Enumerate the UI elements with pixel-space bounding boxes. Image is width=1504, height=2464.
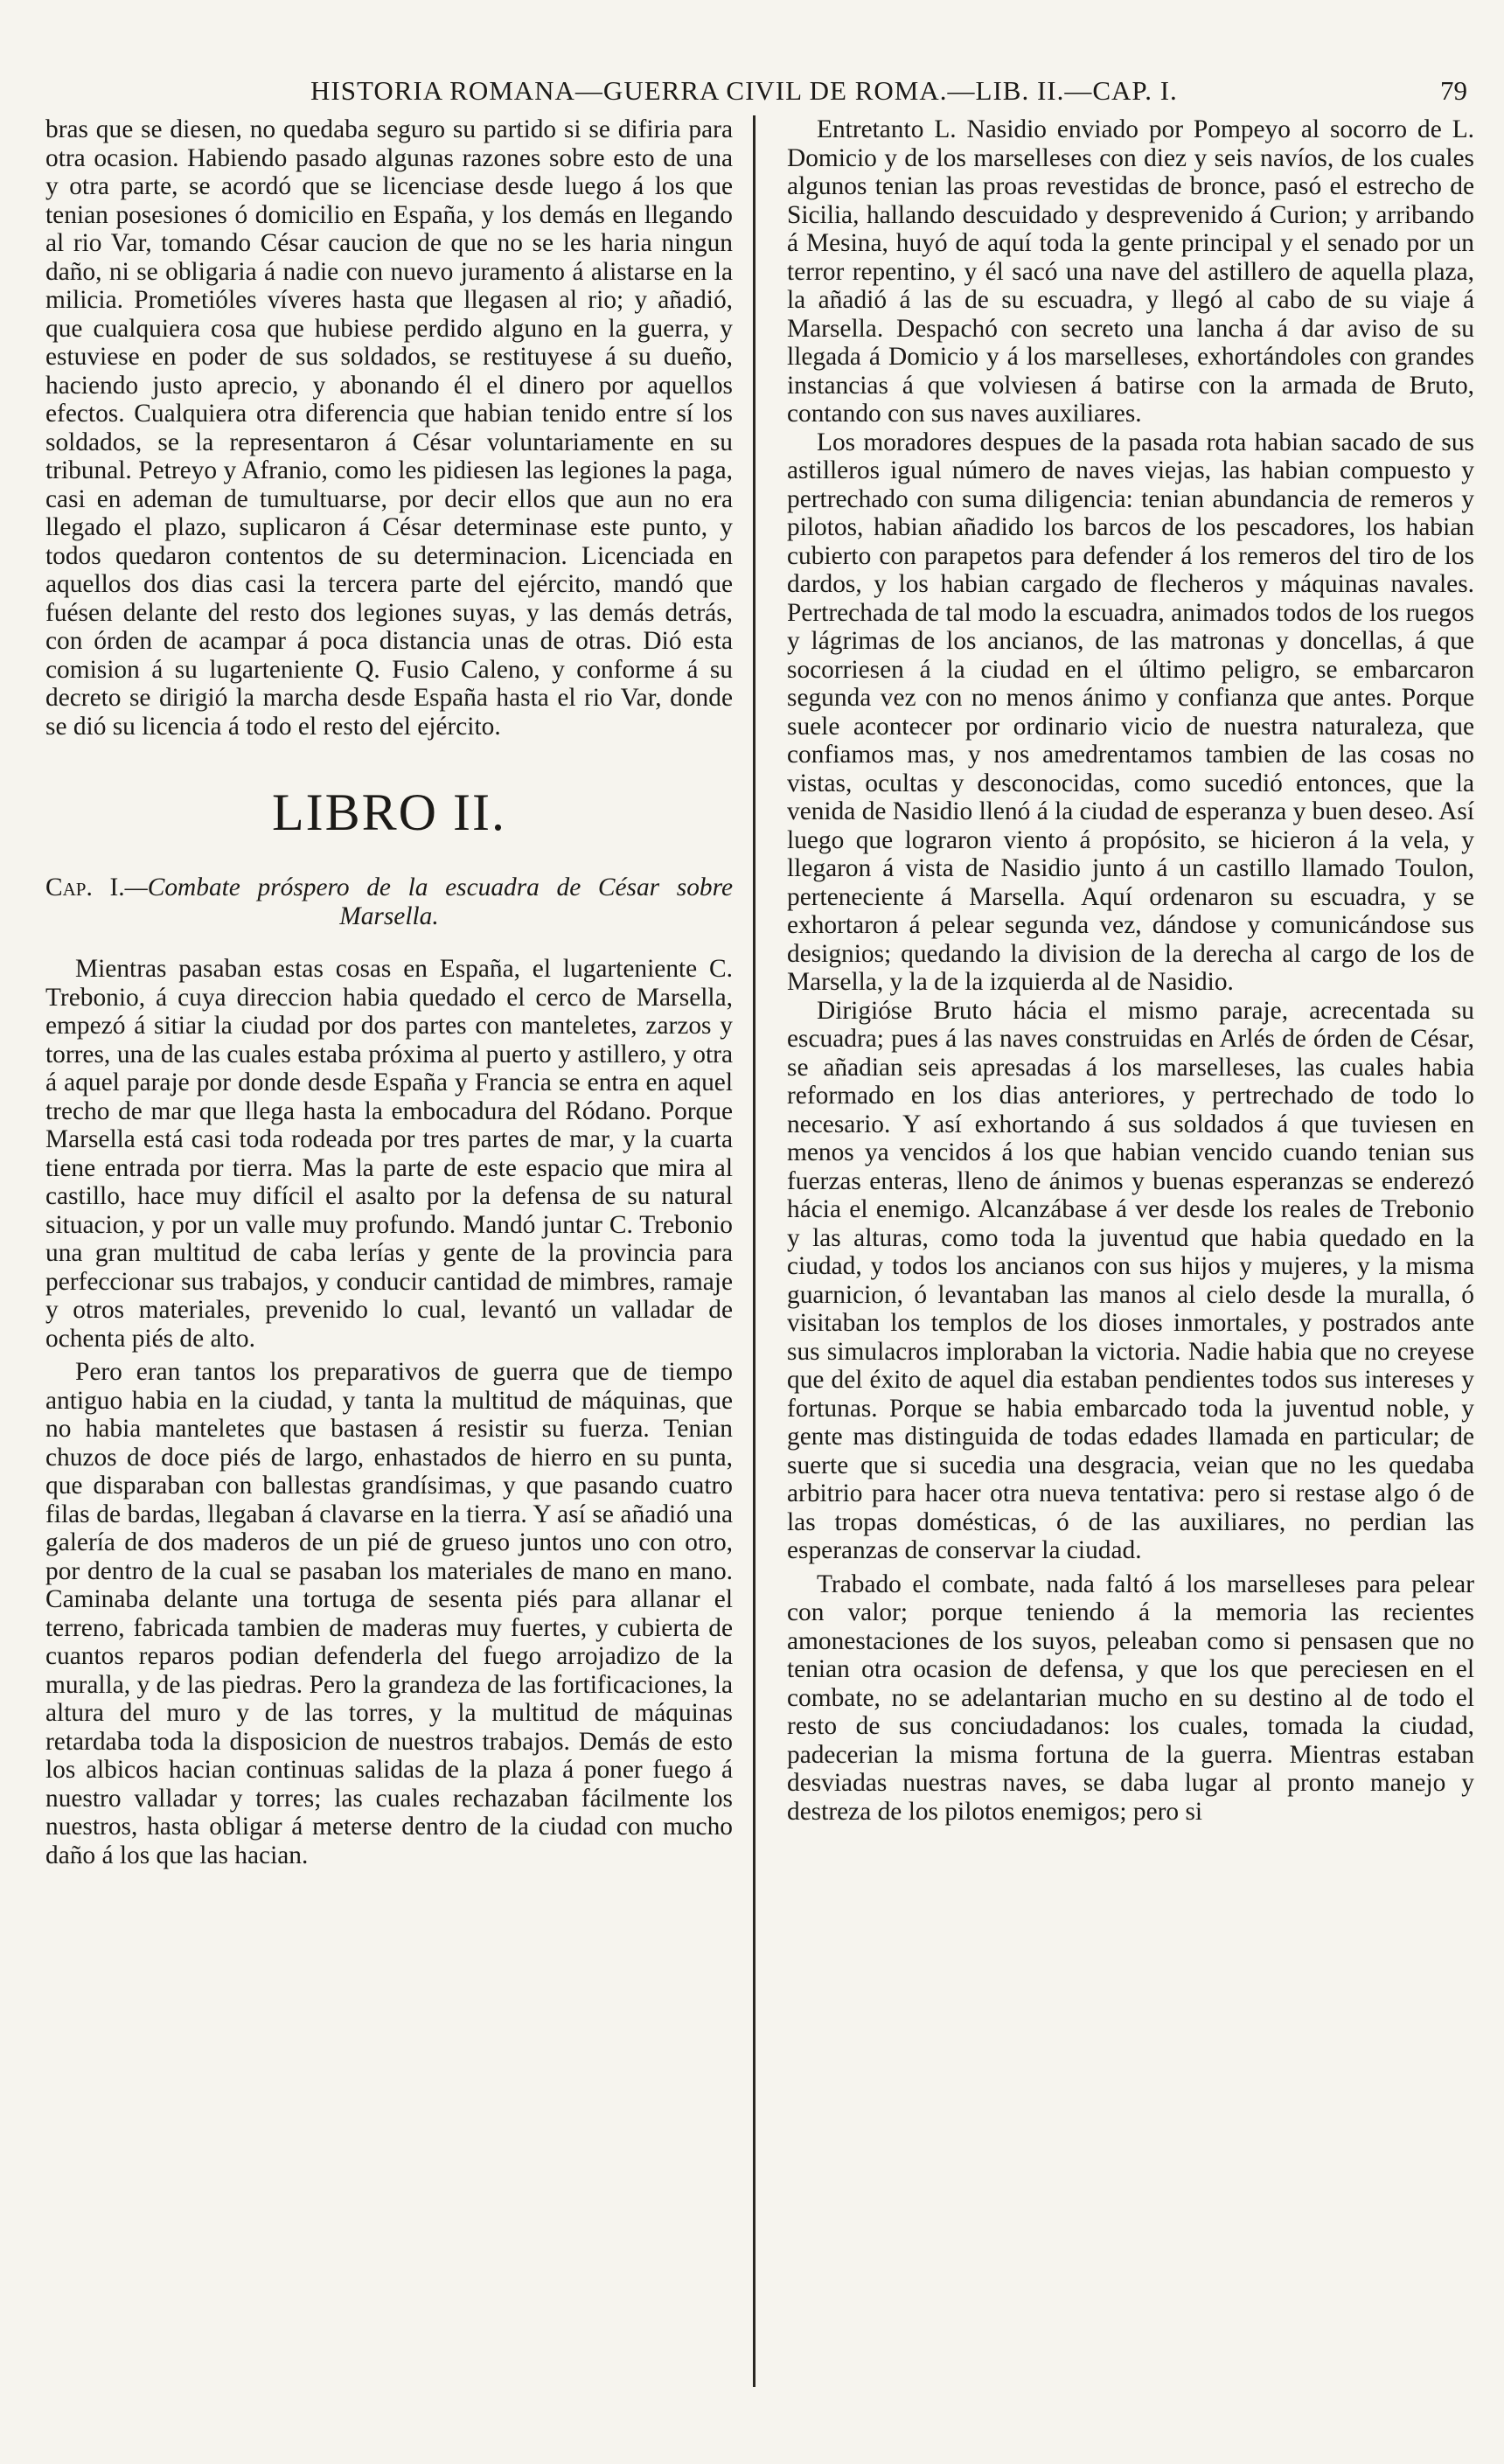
left-paragraph-2: Mientras pasaban estas cosas en España, el lugarteniente C. Trebonio, á cuya direccion habia quedado el cerco de Marsella, empezó á sitiar la ciudad por dos partes con manteletes, zarzos y torres, una de las cuales estaba próxima al puerto y astillero, y otra á aquel paraje por donde desde España y Francia se entra en aquel trecho de mar que llega hasta la embocadura del Ródano. Porque Marsella está casi toda rodeada por tres partes de mar, y la cuarta tiene entrada por tierra. Mas la parte de este espacio que mira al castillo, hace muy difícil el asalto por la defensa de su natural situacion, y por un valle muy profundo. Mandó juntar C. Trebonio una gran multitud de caba lerías y gente de la provincia para perfeccionar sus trabajos, y conducir cantidad de mimbres, ramaje y otros materiales, prevenido lo cual, levantó un valladar de ochenta piés de alto.	[45, 955, 733, 1353]
left-column	[45, 115, 733, 1869]
column-divider	[753, 115, 755, 2387]
chapter-heading	[45, 874, 733, 930]
right-paragraph-4: Trabado el combate, nada faltó á los marselleses para pelear con valor; porque teniendo á la memoria las recientes amonestaciones de los suyos, peleaban como si pensasen que no tenian otra ocasion de defensa, y que los que pereciesen en el combate, no se adelantarian mucho en su destino al de todo el resto de sus conciudadanos: los cuales, tomada la ciudad, padecerian la misma fortuna de la guerra. Mientras estaban desviadas nuestras naves, se daba lugar al pronto manejo y destreza de los pilotos enemigos; pero si	[787, 1570, 1474, 1826]
left-paragraph-1: bras que se diesen, no quedaba seguro su partido si se difiria para otra ocasion. Habiendo pasado algunas razones sobre esto de una y otra parte, se acordó que se licenciase desde luego á los que tenian posesiones ó domicilio en España, y los demás en llegando al rio Var, tomando César caucion de que no se les haria ningun daño, ni se obligaria á nadie con nuevo juramento á alistarse en la milicia. Prometióles víveres hasta que llegasen al rio; y añadió, que cualquiera cosa que hubiese perdido alguno en la guerra, y estuviese en poder de sus soldados, se restituyese á su dueño, haciendo justo aprecio, y abonando él el dinero por aquellos efectos. Cualquiera otra diferencia que habian tenido entre sí los soldados, se la representaron á César voluntariamente en su tribunal. Petreyo y Afranio, como les pidiesen las legiones la paga, casi en ademan de tumultuarse, por decir ellos que aun no era llegado el plazo, suplicaron á César determinase este punto, y todos quedaron contentos de su determinacion. Licenciada en aquellos dos dias casi la tercera parte del ejército, mandó que fuésen delante del resto dos legiones suyas, y las demás detrás, con órden de acampar á poca distancia unas de otras. Dió esta comision á su lugarteniente Q. Fusio Caleno, y conforme á su decreto se dirigió la marcha desde España hasta el rio Var, donde se dió su licencia á todo el resto del ejército.	[45, 115, 733, 741]
right-paragraph-3: Dirigióse Bruto hácia el mismo paraje, acrecentada su escuadra; pues á las naves construidas en Arlés de órden de César, se añadian seis apresadas á los marselleses, las cuales habia reformado en los dias anteriores, y pertrechado de todo lo necesario. Y así exhortando á sus soldados á que tuviesen en menos ya vencidos á los que habian vencido cuando tenian sus fuerzas enteras, lleno de ánimos y buenas esperanzas se enderezó hácia el enemigo. Alcanzábase á ver desde los reales de Trebonio y las alturas, como toda la juventud que habia quedado en la ciudad, y todos los ancianos con sus hijos y mujeres, y la misma guarnicion, ó levantaban las manos al cielo desde la muralla, ó visitaban los templos de los dioses inmortales, y postrados ante sus simulacros imploraban la victoria. Nadie habia que no creyese que del éxito de aquel dia estaban pendientes todos sus intereses y fortunas. Porque se habia embarcado toda la juventud noble, y gente mas distinguida de todas edades llamada en particular; de suerte que si sucedia una desgracia, veian que no les quedaba arbitrio para hacer otra nueva tentativa: pero si restase algo ó de las tropas domésticas, ó de las auxiliares, no perdian las esperanzas de conservar la ciudad.	[787, 996, 1474, 1564]
chapter-heading-line-1	[45, 874, 733, 902]
chapter-title-part-1: —Combate próspero de la escuadra de César sobre	[124, 874, 733, 901]
book-title: LIBRO II.	[272, 783, 506, 841]
right-column	[787, 115, 1474, 1826]
chapter-title-part-2: Marsella.	[339, 901, 439, 930]
page-number: 79	[1440, 75, 1467, 106]
right-paragraph-1: Entretanto L. Nasidio enviado por Pompeyo al socorro de L. Domicio y de los marselleses con diez y seis navíos, de los cuales algunos tenian las proas revestidas de bronce, pasó el estrecho de Sicilia, hallando descuidado y desprevenido á Curion; y arribando á Mesina, huyó de aquí toda la gente principal y el senado por un terror repentino, y él sacó una nave del astillero de aquella plaza, la añadió á las de su escuadra, y llegó al cabo de su viaje á Marsella. Despachó con secreto una lancha á dar aviso de su llegada á Domicio y á los marselleses, exhortándoles con grandes instancias á que volviesen á batirse con la armada de Bruto, contando con sus naves auxiliares.	[787, 115, 1474, 428]
right-paragraph-2: Los moradores despues de la pasada rota habian sacado de sus astilleros igual número de naves viejas, las habian compuesto y pertrechado con suma diligencia: tenian abundancia de remeros y pilotos, habian añadido los barcos de los pescadores, los habian cubierto con parapetos para defender á los remeros del tiro de los dardos, y los habian cargado de flecheros y máquinas navales. Pertrechada de tal modo la escuadra, animados todos de los ruegos y lágrimas de los ancianos, de las matronas y doncellas, á que socorriesen á la ciudad en el último peligro, se embarcaron segunda vez con no menos ánimo y confianza que antes. Porque suele acontecer por ordinario vicio de nuestra naturaleza, que confiamos mas, y nos amedrentamos tambien de las cosas no vistas, ocultas y desconocidas, como sucedió entonces, que la venida de Nasidio llenó á la ciudad de esperanza y buen deseo. Así luego que lograron viento á propósito, se hicieron á la vela, y llegaron á vista de Nasidio junto á un castillo llamado Toulon, perteneciente á Marsella. Aquí ordenaron su escuadra, y se exhortaron á pelear segunda vez, dándose y comunicándose sus designios; quedando la division de la derecha al cargo de los de Marsella, y la de la izquierda al de Nasidio.	[787, 428, 1474, 996]
running-title: HISTORIA ROMANA—GUERRA CIVIL DE ROMA.—LIB. II.—CAP. I.	[310, 75, 1178, 106]
left-paragraph-3: Pero eran tantos los preparativos de guerra que de tiempo antiguo habia en la ciudad, y tanta la multitud de máquinas, que no habia manteletes que bastasen á resistir su fuerza. Tenian chuzos de doce piés de largo, enhastados de hierro en su punta, que disparaban con ballestas grandísimas, y que pasando cuatro filas de bardas, llegaban á clavarse en la tierra. Y así se añadió una galería de dos maderos de un pié de grueso juntos uno con otro, por dentro de la cual se pasaban los materiales de mano en mano. Caminaba delante una tortuga de sesenta piés para allanar el terreno, fabricada tambien de maderas muy fuertes, y cubierta de cuantos reparos podian defenderla del fuego arrojadizo de la muralla, y de las piedras. Pero la grandeza de las fortificaciones, la altura del muro y de las torres, y la multitud de máquinas retardaba toda la disposicion de nuestros trabajos. Demás de esto los albicos hacian continuas salidas de la plaza á poner fuego á nuestro valladar y torres; las cuales rechazaban fácilmente los nuestros, hasta obligar á meterse dentro de la ciudad con mucho daño á los que las hacian.	[45, 1358, 733, 1869]
running-head	[0, 75, 1504, 110]
chapter-label: Cap. I.	[45, 874, 125, 901]
